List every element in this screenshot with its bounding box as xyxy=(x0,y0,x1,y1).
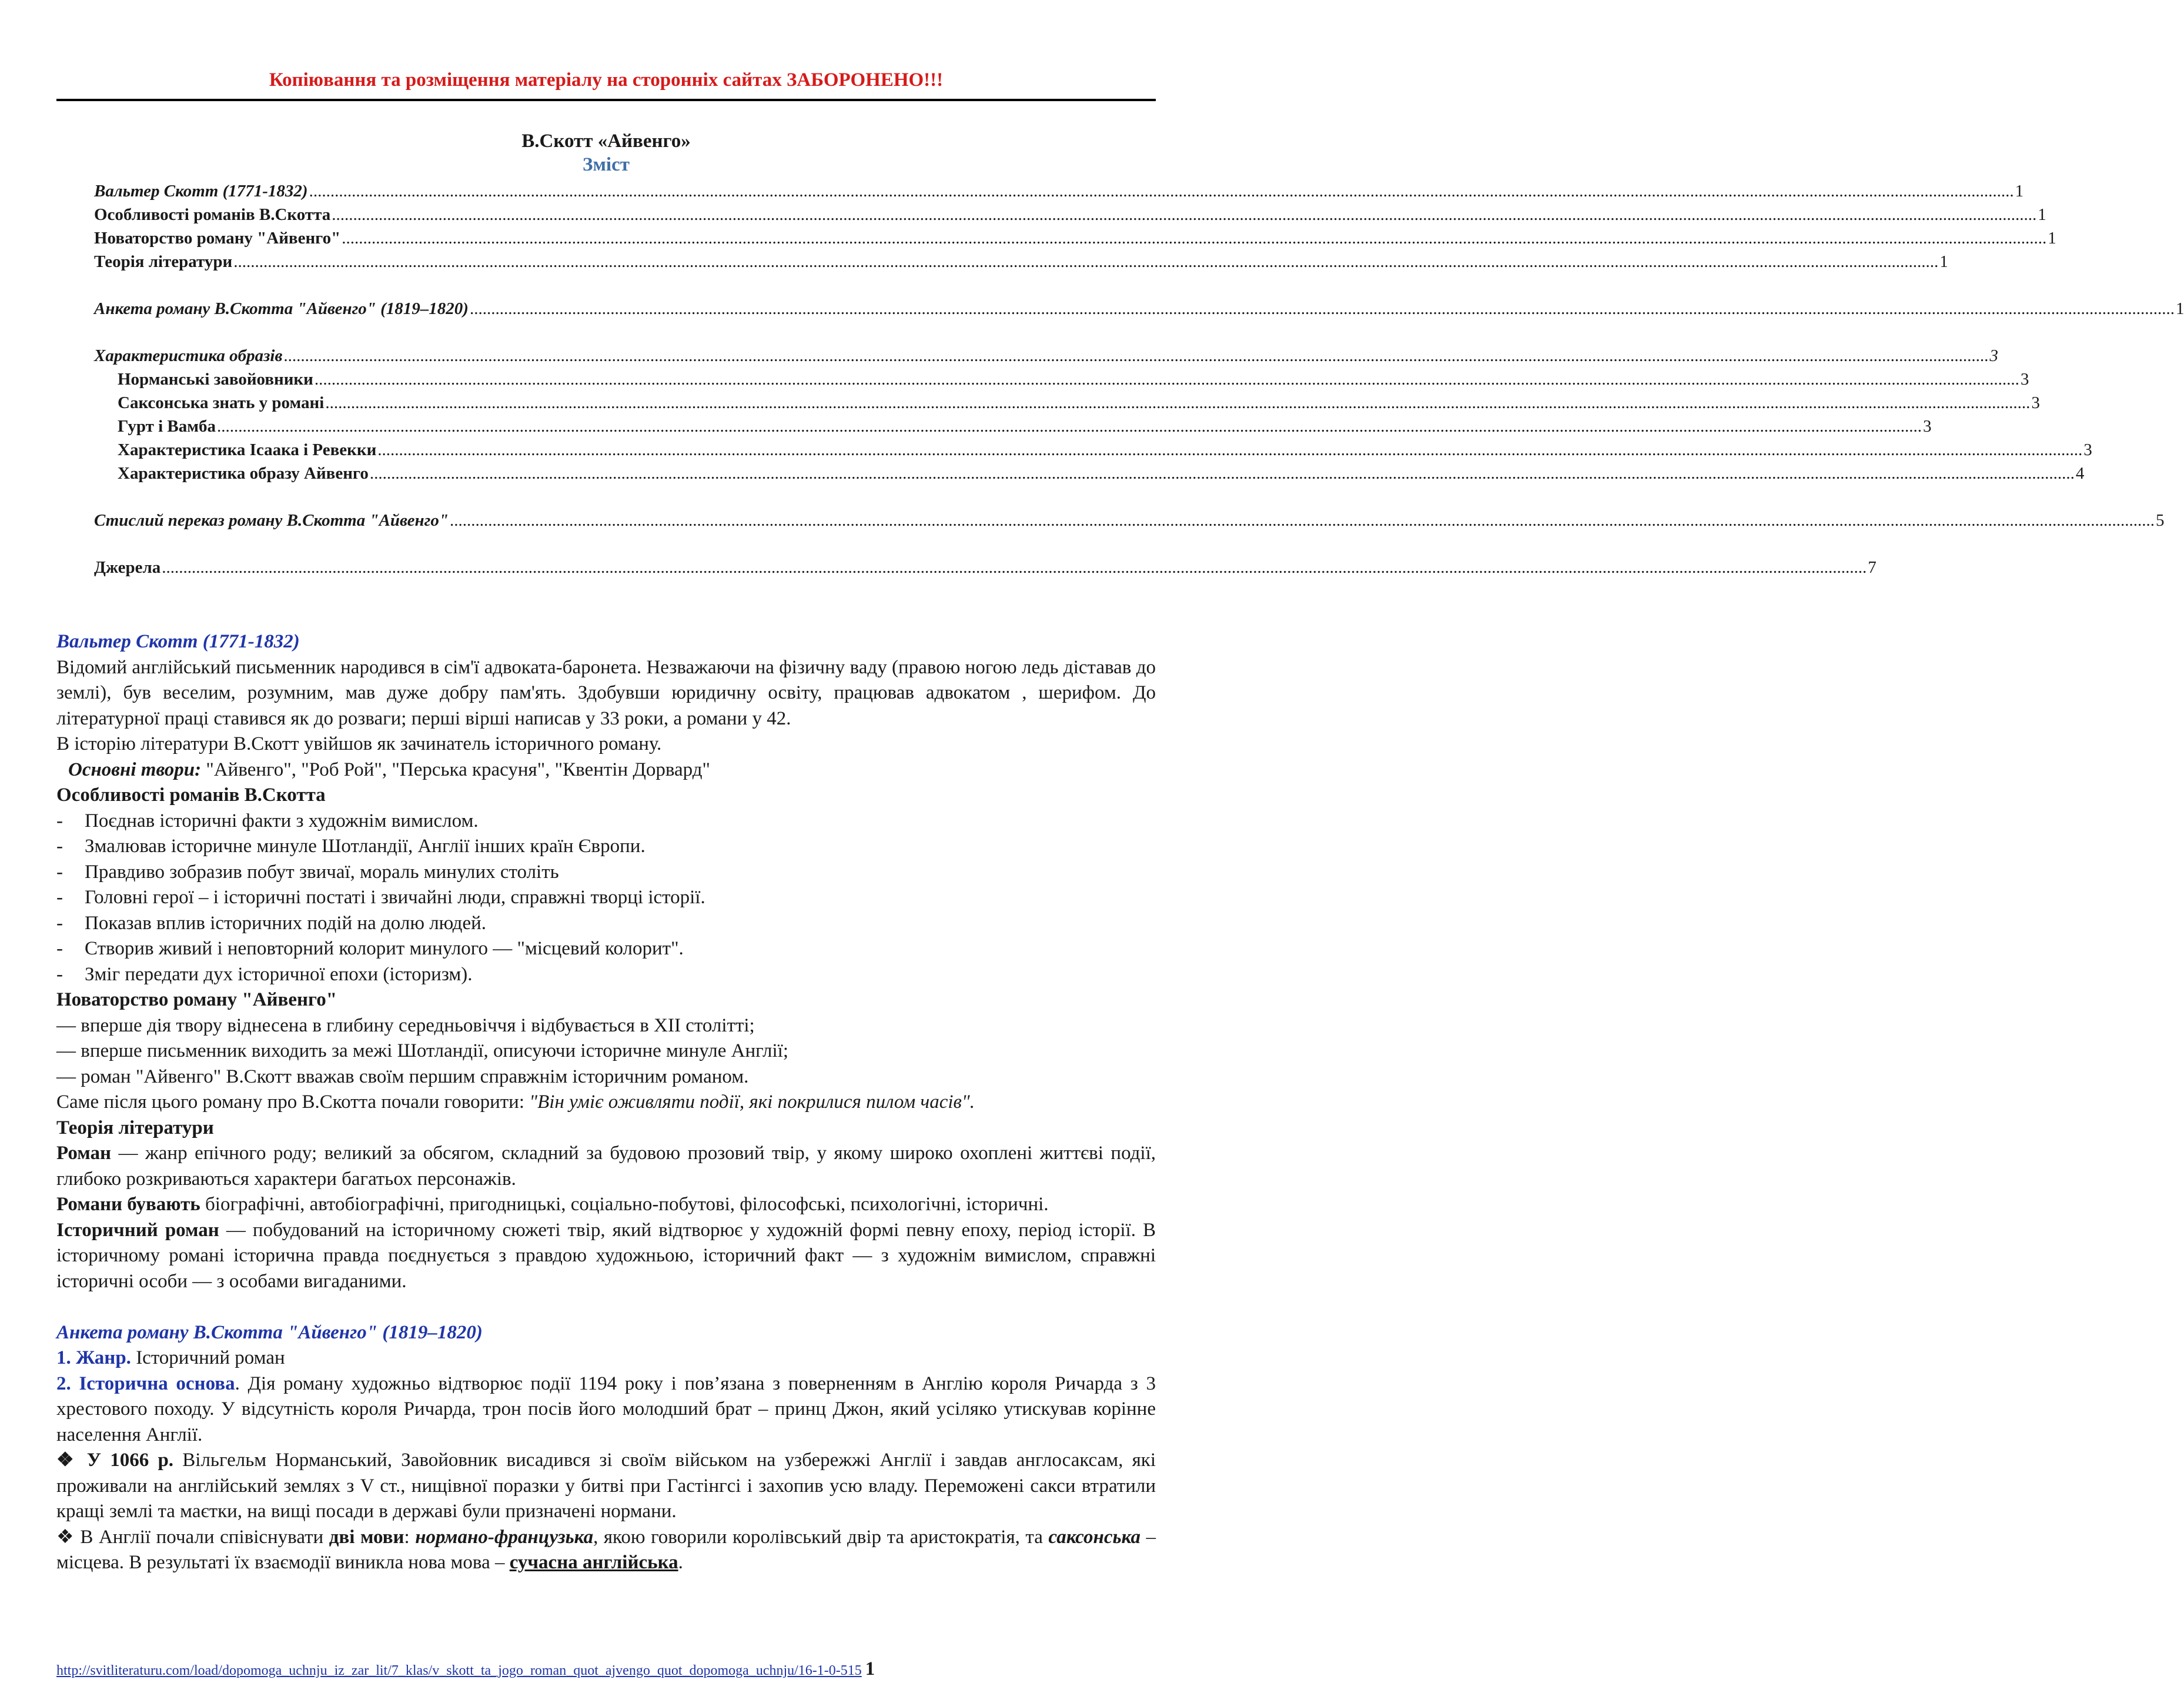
list-item: - Створив живий і неповторний колорит минулого — "місцевий колорит". xyxy=(56,938,684,959)
toc-title: Зміст xyxy=(583,154,630,175)
page-footer xyxy=(56,1658,1156,1680)
scott-historical-novel: В історію літератури В.Скотт увійшов як зачинатель історичного роману. xyxy=(56,733,662,754)
source-link[interactable]: http://svitliteraturu.com/load/dopomoga_uchnju_iz_zar_lit/7_klas/v_skott_ta_jogo_roman_quot_ajvengo_quot_dopomoga_uchnju/16-1-0-515 xyxy=(56,1663,862,1678)
list-item: - Зміг передати дух історичної епохи (історизм). xyxy=(56,963,473,985)
toc-subentry[interactable]: Характеристика образу Айвенго ................................................................................................................................................................................................................................................................................................................................................................................................................ 4 xyxy=(118,464,2085,483)
survey-1066: ❖ У 1066 р. Вільгельм Норманський, Завойовник висадився зі своїм військом на узбережжі Англії і завдав англосаксам, які проживали на англійський землях з V ст., нищівної поразки у битві при Гастінгсі і захопив усю владу. Переможені сакси втратили кращі землі та маєтки, на вищі посади в державі були призначені нормани. xyxy=(56,1450,1156,1522)
document-body xyxy=(56,629,1156,1576)
section-title-scott: Вальтер Скотт (1771-1832) xyxy=(56,631,300,652)
toc-entry[interactable]: Анкета роману В.Скотта "Айвенго" (1819–1820) ................................................................................................................................................................................................................................................................................................................................................................................................................ 1 xyxy=(94,299,2184,318)
section-title-innovation: Новаторство роману "Айвенго" xyxy=(56,989,337,1010)
section-title-survey: Анкета роману В.Скотта "Айвенго" (1819–1820) xyxy=(56,1321,483,1343)
toc-entry[interactable]: Характеристика образів ................................................................................................................................................................................................................................................................................................................................................................................................................ 3 xyxy=(94,346,1998,365)
toc-entry[interactable]: Вальтер Скотт (1771-1832) ................................................................................................................................................................................................................................................................................................................................................................................................................ 1 xyxy=(94,182,2024,201)
toc-entry[interactable]: Стислий переказ роману В.Скотта "Айвенго" ................................................................................................................................................................................................................................................................................................................................................................................................................ 5 xyxy=(94,511,2165,530)
toc-subentry[interactable]: Гурт і Вамба ................................................................................................................................................................................................................................................................................................................................................................................................................ 3 xyxy=(118,417,1932,436)
section-title-features: Особливості романів В.Скотта xyxy=(56,784,326,806)
innovation-quote: Саме після цього роману про В.Скотта почали говорити: "Він уміє оживляти події, які покрилися пилом часів". xyxy=(56,1091,975,1113)
innovation-item: — роман "Айвенго" В.Скотт вважав своїм першим справжнім історичним романом. xyxy=(56,1066,749,1087)
header-divider xyxy=(56,99,1156,101)
list-item: - Правдиво зобразив побут звичаї, мораль минулих століть xyxy=(56,861,559,883)
theory-roman: Роман — жанр епічного роду; великий за обсягом, складний за будовою прозовий твір, у якому широко охоплені життєві події, глибоко розкриваються характери багатьох персонажів. xyxy=(56,1143,1156,1190)
toc-entry[interactable]: Теорія літератури ................................................................................................................................................................................................................................................................................................................................................................................................................ 1 xyxy=(94,252,1948,271)
scott-biography: Відомий англійський письменник народився в сім'ї адвоката-баронета. Незважаючи на фізичну ваду (правою ногою ледь діставав до землі), був веселим, розумним, мав дуже добру пам'ять. Здобувши юридичну освіту, працював адвокатом , шерифом. До літературної праці ставився як до розваги; перші вірші написав у 33 роки, а романи у 42. xyxy=(56,656,1156,729)
section-title-theory: Теорія літератури xyxy=(56,1117,214,1138)
survey-genre: 1. Жанр. Історичний роман xyxy=(56,1347,285,1368)
theory-roman-types: Романи бувають біографічні, автобіографічні, пригодницькі, соціально-побутові, філософські, психологічні, історичні. xyxy=(56,1194,1049,1215)
table-of-contents xyxy=(94,179,2184,579)
list-item: - Змалював історичне минуле Шотландії, Англії інших країн Європи. xyxy=(56,836,645,857)
scott-main-works: Основні твори: "Айвенго", "Роб Рой", "Перська красуня", "Квентін Дорвард" xyxy=(68,759,710,780)
toc-entry[interactable]: Новаторство роману "Айвенго" ................................................................................................................................................................................................................................................................................................................................................................................................................ 1 xyxy=(94,229,2056,248)
page-number: 1 xyxy=(865,1658,875,1679)
survey-languages: ❖ В Англії почали співіснувати дві мови: нормано-французька, якою говорили королівський двір та аристократія, та саксонська – місцева. В результаті їх взаємодії виникла нова мова – сучасна англійська. xyxy=(56,1526,1156,1573)
toc-subentry[interactable]: Норманські завойовники ................................................................................................................................................................................................................................................................................................................................................................................................................ 3 xyxy=(118,370,2029,389)
document-title: В.Скотт «Айвенго» xyxy=(521,131,691,152)
list-item: - Показав вплив історичних подій на долю людей. xyxy=(56,912,487,934)
toc-subentry[interactable]: Саксонська знать у романі ................................................................................................................................................................................................................................................................................................................................................................................................................ 3 xyxy=(118,393,2040,412)
innovation-item: — вперше письменник виходить за межі Шотландії, описуючи історичне минуле Англії; xyxy=(56,1040,788,1061)
list-item: - Поєднав історичні факти з художнім вимислом. xyxy=(56,810,479,832)
list-item: - Головні герої – і історичні постаті і звичайні люди, справжні творці історії. xyxy=(56,887,705,908)
toc-entry[interactable]: Джерела ................................................................................................................................................................................................................................................................................................................................................................................................................ 7 xyxy=(94,558,1877,577)
survey-historical-basis: 2. Історична основа. Дія роману художньо відтворює події 1194 року і пов’язана з поверненням в Англію короля Ричарда з 3 хрестового походу. У відсутність короля Ричарда, трон посів його молодший брат – принц Джон, який усіляко утискував корінне населення Англії. xyxy=(56,1373,1156,1445)
toc-entry[interactable]: Особливості романів В.Скотта ................................................................................................................................................................................................................................................................................................................................................................................................................ 1 xyxy=(94,205,2046,224)
innovation-item: — вперше дія твору віднесена в глибину середньовіччя і відбувається в XII столітті; xyxy=(56,1014,755,1036)
toc-subentry[interactable]: Характеристика Ісаака і Ревекки ................................................................................................................................................................................................................................................................................................................................................................................................................ 3 xyxy=(118,440,2092,459)
copyright-warning: Копіювання та розміщення матеріалу на сторонніх сайтах ЗАБОРОНЕНО!!! xyxy=(269,69,944,91)
theory-historical-roman: Історичний роман — побудований на історичному сюжеті твір, який відтворює у художній формі певну епоху, період історії. В історичному романі історична правда поєднується з правдою художньою, історичний факт — з художнім вимислом, справжні історичні особи — з особами вигаданими. xyxy=(56,1219,1156,1292)
